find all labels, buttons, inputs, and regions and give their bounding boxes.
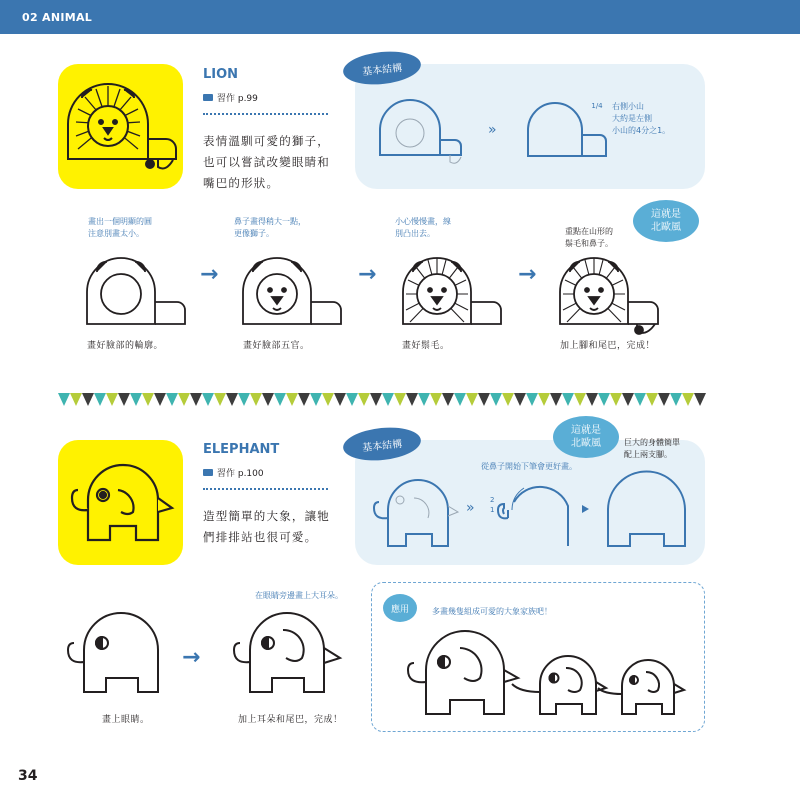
bunting-flag [622,393,634,406]
elephant-desc-line: 們排排站也很可愛。 [203,530,318,544]
note-line: 巨大的身體簡單 [624,438,680,447]
bunting-flag [526,393,538,406]
bunting-flag [370,393,382,406]
stroke-number: 2 [490,496,495,504]
bunting-flag [502,393,514,406]
book-icon [203,94,213,101]
play-arrow-icon [582,505,589,513]
bunting-flag [670,393,682,406]
elephant-structure-shape [600,470,695,550]
note-line: 小心慢慢畫，線 [395,217,451,226]
bunting-divider [58,393,706,407]
lion-highlight-bubble [633,200,699,242]
lion-step1-drawing [82,252,192,332]
arrow-right-icon: → [358,262,377,287]
bunting-flag [610,393,622,406]
bunting-flag [346,393,358,406]
elephant-structure-sketch [370,470,465,550]
bunting-flag [466,393,478,406]
bunting-flag [238,393,250,406]
elephant-workbook-ref [203,466,264,479]
lion-step3-note [395,216,451,240]
lion-desc-line: 也可以嘗試改變眼睛和 [203,155,330,169]
book-icon [203,469,213,476]
bubble-line: 這就是 [651,209,681,220]
bunting-flag [322,393,334,406]
badge-label: 基本結構 [361,62,403,78]
lion-thumbnail [58,64,183,189]
bunting-flag [586,393,598,406]
bunting-flag [442,393,454,406]
bunting-flag [154,393,166,406]
bunting-flag [694,393,706,406]
elephant-family-drawing [400,626,690,721]
arrow-right-icon: → [200,262,219,287]
fraction-label [591,100,603,112]
note-line: 右側小山 [612,102,644,111]
bunting-flag [118,393,130,406]
bunting-flag [70,393,82,406]
lion-step3-caption: 畫好鬃毛。 [402,341,450,351]
lion-ref-label: 習作 p.99 [217,94,258,104]
bubble-line: 這就是 [571,425,601,436]
bunting-flag [550,393,562,406]
note-line: 大約是左側 [612,114,652,123]
apply-text: 多畫幾隻組成可愛的大象家族吧！ [432,607,552,616]
lion-thumbnail-illustration [58,64,183,189]
bunting-flag [490,393,502,406]
bunting-flag [634,393,646,406]
bunting-flag [430,393,442,406]
bunting-flag [418,393,430,406]
elephant-big-note [624,437,680,461]
divider-dots [203,488,328,490]
lion-step4-note [565,226,613,250]
bunting-flag [454,393,466,406]
bunting-flag [646,393,658,406]
elephant-highlight-bubble [553,416,619,458]
elephant-ear-note: 在眼睛旁邊畫上大耳朵。 [255,591,343,600]
bunting-flag [178,393,190,406]
lion-step1-caption: 畫好臉部的輪廓。 [87,341,164,351]
bunting-flag [250,393,262,406]
note-line: 鼻子畫得稍大一點， [234,217,306,226]
lion-desc-line: 嘴巴的形狀。 [203,176,280,190]
bunting-flag [382,393,394,406]
bunting-flag [142,393,154,406]
lion-structure-sketch [375,95,470,170]
section-header-bar [0,0,800,34]
elephant-step1-drawing [62,610,172,700]
fraction-text: 1/4 [591,102,603,110]
bunting-flag [226,393,238,406]
note-line: 別凸出去。 [395,229,435,238]
bunting-flag [58,393,70,406]
elephant-trunk-stroke-diagram [488,470,578,550]
lion-step2-caption: 畫好臉部五官。 [243,341,310,351]
bunting-flag [598,393,610,406]
stroke-number: 1 [490,506,495,514]
lion-title: LION [203,67,239,82]
elephant-title: ELEPHANT [203,442,280,457]
note-line: 更像獅子。 [234,229,274,238]
bunting-flag [214,393,226,406]
elephant-ref-label: 習作 p.100 [217,469,264,479]
elephant-step2-caption: 加上耳朵和尾巴，完成！ [238,715,343,725]
elephant-trunk-note: 從鼻子開始下筆會更好畫。 [481,462,577,471]
arrow-right-icon: → [518,262,537,287]
bubble-line: 北歐風 [651,222,681,233]
lion-step1-note [88,216,152,240]
bunting-flag [574,393,586,406]
lion-step4-caption: 加上腳和尾巴，完成！ [560,341,656,351]
elephant-step2-drawing [228,608,353,700]
bunting-flag [394,393,406,406]
note-line: 注意別畫太小。 [88,229,144,238]
divider-dots [203,113,328,115]
lion-description [203,131,330,194]
bunting-flag [538,393,550,406]
bunting-flag [334,393,346,406]
bubble-line: 北歐風 [571,438,601,449]
section-title: 02 ANIMAL [22,11,93,24]
elephant-description [203,506,330,548]
elephant-desc-line: 造型簡單的大象，讓牠 [203,509,330,523]
lion-desc-line: 表情溫馴可愛的獅子， [203,134,330,148]
bunting-flag [94,393,106,406]
elephant-thumbnail [58,440,183,565]
bunting-flag [562,393,574,406]
note-line: 重點在山形的 [565,227,613,236]
bunting-flag [514,393,526,406]
note-line: 小山的4分之1。 [612,126,671,135]
bunting-flag [106,393,118,406]
bunting-flag [130,393,142,406]
arrow-right-icon: → [182,645,201,670]
note-line: 配上兩支腳。 [624,450,672,459]
bunting-flag [358,393,370,406]
bunting-flag [298,393,310,406]
bunting-flag [274,393,286,406]
chevron-right-icon: » [488,122,497,138]
note-line: 鬃毛和鼻子。 [565,239,613,248]
note-line: 畫出一個明顯的圓 [88,217,152,226]
bunting-flag [682,393,694,406]
lion-step3-drawing [398,252,508,332]
bunting-flag [166,393,178,406]
bunting-flag [658,393,670,406]
bunting-flag [202,393,214,406]
badge-label: 基本結構 [361,438,403,454]
bunting-flag [262,393,274,406]
apply-badge [383,594,417,622]
elephant-thumbnail-illustration [58,440,183,565]
lion-structure-note [612,101,670,137]
bunting-flag [478,393,490,406]
bunting-flag [310,393,322,406]
lion-step4-drawing [555,252,670,337]
bunting-flag [82,393,94,406]
lion-workbook-ref [203,91,258,104]
lion-step2-drawing [238,252,348,332]
elephant-step1-caption: 畫上眼睛。 [102,715,150,725]
chevron-right-icon: » [466,500,475,516]
lion-step2-note [234,216,306,240]
bunting-flag [286,393,298,406]
bunting-flag [190,393,202,406]
page-number: 34 [18,768,38,784]
badge-label: 應用 [390,604,409,615]
bunting-flag [406,393,418,406]
